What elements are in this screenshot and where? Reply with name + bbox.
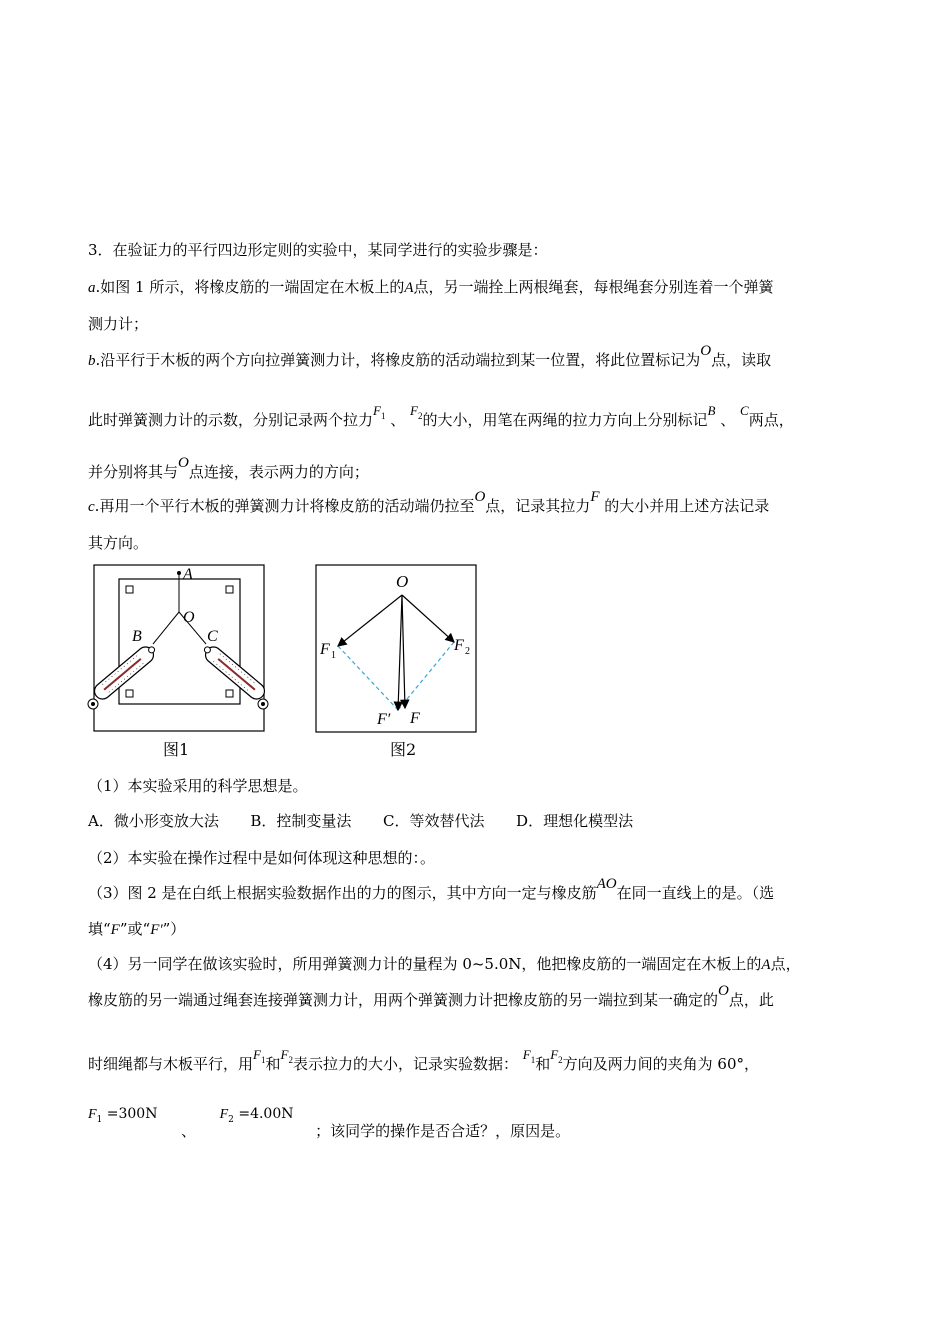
arrow-f-prime	[398, 595, 402, 710]
arrow-f	[402, 595, 405, 708]
step-a-text2: 点，另一端拴上两根绳套，每根绳套分别连着一个弹簧	[413, 278, 774, 296]
q4-text3: 橡皮筋的另一端通过绳套连接弹簧测力计，用两个弹簧测力计把橡皮筋的另一端拉到某一确定的	[88, 991, 719, 1009]
pin-icon	[126, 690, 133, 697]
step-c-line1	[88, 489, 770, 517]
q3-text1: （3）图 2 是在白纸上根据实验数据作出的力的图示，其中方向一定与橡皮筋	[88, 884, 597, 902]
option-d[interactable]: D．理想化模型法	[516, 812, 634, 830]
step-b-text4: 的大小，用笔在两绳的拉力方向上分别标记	[422, 411, 708, 429]
f1-symbol: $F_1$	[373, 403, 386, 421]
f1-symbol: $F_1$	[522, 1047, 536, 1065]
step-b-text3: 此时弹簧测力计的示数，分别记录两个拉力	[88, 411, 374, 429]
q3-text3: 填“	[88, 920, 111, 938]
ring-icon	[261, 702, 265, 706]
label-c: C	[207, 628, 218, 645]
label-o: O	[183, 609, 195, 626]
question-3-line1	[88, 876, 775, 904]
f2-symbol: $F_2$	[550, 1047, 563, 1065]
q4-end-text: ；该同学的操作是否合适？，原因是。	[315, 1122, 571, 1140]
f1-value: $F_1 =300N$	[88, 1106, 158, 1125]
question-4-formula-row	[88, 1106, 571, 1140]
pin-icon	[226, 690, 233, 697]
q4-text4: 点，此	[728, 991, 774, 1009]
q4-text9: 方向及两力间的夹角为 60°，	[562, 1055, 760, 1073]
step-a-line1	[88, 277, 774, 298]
label-f1-sub: 1	[331, 650, 336, 661]
q3-text2: 在同一直线上的是。（选	[616, 884, 775, 902]
f-symbol: F	[590, 489, 600, 505]
step-b-line1	[88, 343, 772, 371]
label-f2-sub: 2	[465, 646, 470, 657]
parallelogram-edge-1	[338, 646, 398, 710]
f2-symbol: $F_2$	[410, 403, 423, 421]
figure-1	[86, 562, 270, 762]
separator: 、	[181, 1122, 197, 1140]
pin-icon	[126, 586, 133, 593]
f-symbol: F	[110, 922, 120, 938]
spring-scale-c	[200, 642, 268, 702]
step-c-line2: 其方向。	[88, 534, 149, 552]
question-4-line1	[88, 954, 801, 975]
option-a[interactable]: A．微小形变放大法	[88, 812, 219, 830]
f2-symbol: $F_2$	[280, 1047, 293, 1065]
q4-text2: 点，	[770, 955, 801, 973]
step-c-letter: c	[88, 499, 95, 515]
question-1: （1）本实验采用的科学思想是。	[88, 777, 308, 795]
q4-text8: 和	[535, 1055, 551, 1073]
spring-scale-b	[91, 642, 159, 702]
question-2: （2）本实验在操作过程中是如何体现这种思想的：。	[88, 849, 436, 867]
step-b-text5: 两点，	[748, 411, 794, 429]
figure-2-caption: 图2	[390, 740, 417, 759]
parallelogram-edge-2	[398, 642, 454, 710]
separator: 、	[720, 411, 736, 429]
point-o-symbol: O	[700, 343, 712, 359]
arrow-f2	[402, 595, 454, 642]
point-a-symbol: A	[761, 957, 771, 973]
pin-icon	[226, 586, 233, 593]
ao-symbol: AO	[596, 876, 617, 892]
step-b-text2: 点，读取	[711, 351, 772, 369]
point-b-symbol: B	[707, 403, 716, 418]
rope-b	[153, 612, 179, 644]
point-o-symbol: O	[718, 983, 729, 999]
q4-text7: 表示拉力的大小，记录实验数据：	[292, 1055, 518, 1073]
step-b-text1: .沿平行于木板的两个方向拉弹簧测力计，将橡皮筋的活动端拉到某一位置，将此位置标记为	[95, 351, 701, 369]
step-a-line2: 测力计；	[88, 315, 149, 333]
label-f-prime: F′	[377, 711, 391, 728]
label-o: O	[396, 572, 409, 591]
option-b[interactable]: B．控制变量法	[250, 812, 352, 830]
step-a-text1: .如图 1 所示，将橡皮筋的一端固定在木板上的	[95, 278, 405, 296]
f2-value: $F_2 =4.00N$	[219, 1106, 294, 1125]
step-c-text1: .再用一个平行木板的弹簧测力计将橡皮筋的活动端仍拉至	[94, 497, 475, 515]
figure-1-caption: 图1	[163, 740, 190, 759]
step-a-letter: a	[88, 280, 96, 296]
options-row	[88, 811, 633, 831]
step-b-line3	[88, 455, 369, 483]
point-o-symbol: O	[474, 489, 486, 505]
separator: 、	[390, 411, 406, 429]
q4-text6: 和	[265, 1055, 281, 1073]
point-o-symbol: O	[178, 455, 189, 471]
figure-2	[314, 562, 480, 736]
step-c-text3: 的大小并用上述方法记录	[604, 497, 770, 515]
label-f1: F	[320, 641, 330, 658]
q4-text1: （4）另一同学在做该实验时，所用弹簧测力计的量程为 0~5.0N，他把橡皮筋的一端固定在木板上的	[88, 955, 762, 973]
label-a: A	[183, 566, 193, 583]
label-f2: F	[454, 637, 464, 654]
label-f: F	[410, 710, 420, 727]
point-c-symbol: C	[740, 403, 749, 418]
question-4-line3	[88, 1047, 760, 1080]
f1-symbol: $F_1$	[253, 1047, 266, 1065]
question-3-line2	[88, 919, 185, 940]
question-intro: 3．在验证力的平行四边形定则的实验中，某同学进行的实验步骤是：	[88, 241, 548, 259]
question-4-line2	[88, 983, 774, 1011]
q4-text5: 时细绳都与木板平行，用	[88, 1055, 254, 1073]
step-b-line2	[88, 403, 794, 436]
q3-text5: ”）	[162, 920, 186, 938]
option-c[interactable]: C．等效替代法	[383, 812, 485, 830]
step-b-text6: 并分别将其与	[88, 463, 179, 481]
f-prime-symbol: F′	[150, 922, 163, 938]
ring-icon	[91, 702, 95, 706]
point-a-symbol: A	[404, 280, 414, 296]
step-b-text7: 点连接，表示两力的方向；	[188, 463, 369, 481]
q3-text4: ”或“	[119, 920, 151, 938]
step-c-text2: 点，记录其拉力	[485, 497, 591, 515]
arrow-f1	[338, 595, 402, 646]
label-b: B	[132, 628, 142, 645]
step-b-letter: b	[88, 353, 96, 369]
